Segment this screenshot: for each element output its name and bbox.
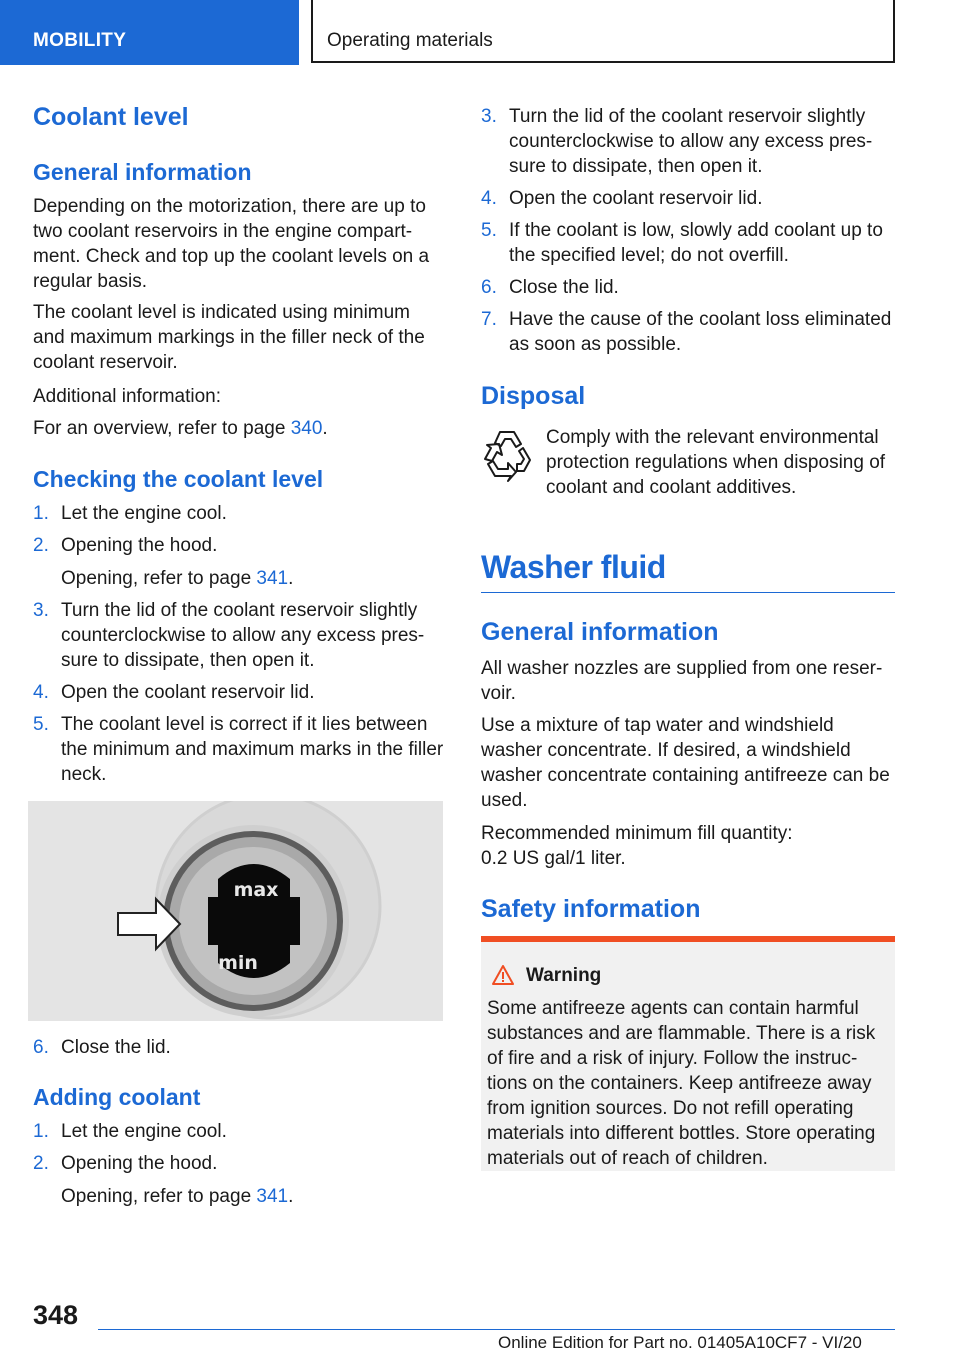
- step-number: 2.: [33, 535, 49, 556]
- overview-suffix: .: [322, 418, 328, 439]
- list-item: [33, 1119, 445, 1144]
- section-tab: [0, 0, 299, 65]
- list-item: [481, 275, 895, 300]
- recycling-icon: [481, 426, 533, 484]
- step-reference: [33, 566, 445, 591]
- step-text: Have the cause of the coolant loss eliminated as soon as possible.: [509, 309, 892, 355]
- step-number: 7.: [481, 309, 497, 330]
- list-item: [33, 501, 445, 526]
- title-divider: [481, 592, 895, 593]
- add-steps-list-cont: [481, 104, 895, 357]
- list-item: [33, 680, 445, 705]
- step-text: If the coolant is low, slowly add coolant up to the specified level; do not overfill.: [509, 220, 883, 266]
- step-reference: [33, 1184, 445, 1209]
- overview-page-link[interactable]: 340: [290, 418, 323, 439]
- list-item: [481, 307, 895, 357]
- list-item: [33, 712, 445, 787]
- safety-heading: Safety information: [481, 895, 701, 923]
- step-text: Close the lid.: [509, 277, 619, 298]
- step-number: 4.: [481, 188, 497, 209]
- page-number: 348: [33, 1300, 79, 1330]
- list-item: [33, 1035, 445, 1060]
- list-item: [33, 598, 445, 673]
- coolant-level-title: Coolant level: [33, 103, 189, 131]
- warning-text: Some antifreeze agents can contain harmful substances and are flammable. There is a risk of fire and a risk of injury. Follow the instruc-tions on the containers. Keep antifreeze away from ignition sources. Do not refill operating materials into different bottles. Store operating materials out of reach of children.: [487, 998, 876, 1169]
- overview-reference: [33, 416, 445, 441]
- check-steps-list: [33, 501, 445, 787]
- disposal-heading: Disposal: [481, 382, 586, 410]
- step-text: The coolant level is correct if it lies between the minimum and maximum marks in the filler neck.: [61, 714, 444, 785]
- general-paragraph-2: The coolant level is indicated using minimum and maximum markings in the filler neck of the coolant reservoir.: [33, 302, 425, 373]
- step-number: 6.: [481, 277, 497, 298]
- step-number: 2.: [33, 1153, 49, 1174]
- step-number: 5.: [481, 220, 497, 241]
- chapter-header: [311, 0, 895, 63]
- general-paragraph-1: Depending on the motorization, there are up to two coolant reservoirs in the engine compart-ment. Check and top up the coolant levels on a regular basis.: [33, 196, 430, 292]
- adding-heading: Adding coolant: [33, 1084, 201, 1110]
- open-ref-prefix: Opening, refer to page: [61, 1186, 257, 1207]
- step-text: Opening the hood.: [61, 1153, 218, 1174]
- open-ref-suffix: .: [288, 1186, 294, 1207]
- washer-paragraph-1: All washer nozzles are supplied from one reser-voir.: [481, 658, 883, 704]
- step-text: Let the engine cool.: [61, 503, 227, 524]
- add-steps-list: [33, 1119, 445, 1209]
- warning-title: Warning: [526, 965, 602, 986]
- step-number: 5.: [33, 714, 49, 735]
- washer-general-heading: General information: [481, 618, 719, 646]
- step-text: Turn the lid of the coolant reservoir slightly counterclockwise to allow any excess pres-sure to dissipate, then open it.: [61, 600, 425, 671]
- edition-label: Online Edition for Part no. 01405A10CF7 - VI/20: [498, 1333, 862, 1352]
- step-number: 3.: [33, 600, 49, 621]
- min-mark-label: min: [218, 952, 258, 974]
- chapter-label: Operating materials: [327, 30, 493, 51]
- open-ref-prefix: Opening, refer to page: [61, 568, 257, 589]
- list-item: [481, 186, 895, 211]
- washer-fluid-title: Washer fluid: [481, 549, 666, 585]
- step-text: Turn the lid of the coolant reservoir slightly counterclockwise to allow any excess pres-sure to dissipate, then open it.: [509, 106, 873, 177]
- overview-prefix: For an overview, refer to page: [33, 418, 291, 439]
- general-info-heading: General information: [33, 159, 252, 185]
- step-text: Opening the hood.: [61, 535, 218, 556]
- step-number: 3.: [481, 106, 497, 127]
- washer-fill-quantity-label: Recommended minimum fill quantity:: [481, 823, 793, 844]
- washer-fill-quantity-value: 0.2 US gal/1 liter.: [481, 848, 626, 869]
- warning-bar: [481, 936, 895, 942]
- filler-neck-illustration: [28, 801, 443, 1021]
- check-steps-list-cont: [33, 1035, 445, 1060]
- disposal-text: Comply with the relevant environmental protection regulations when disposing of coolant and coolant additives.: [546, 427, 886, 498]
- step-number: 4.: [33, 682, 49, 703]
- list-item: [33, 1151, 445, 1176]
- open-ref-page-link[interactable]: 341: [256, 1186, 289, 1207]
- warning-box: [481, 936, 895, 1171]
- washer-paragraph-2: Use a mixture of tap water and windshield washer concentrate. If desired, a windshield washer concentrate containing antifreeze can be used.: [481, 715, 890, 811]
- section-label: MOBILITY: [33, 30, 127, 51]
- coolant-filler-neck-image: [28, 801, 443, 1021]
- step-text: Open the coolant reservoir lid.: [509, 188, 763, 209]
- footer-divider: [98, 1329, 895, 1330]
- checking-heading: Checking the coolant level: [33, 466, 324, 492]
- open-ref-suffix: .: [288, 568, 294, 589]
- step-text: Let the engine cool.: [61, 1121, 227, 1142]
- list-item: [481, 104, 895, 179]
- step-text: Close the lid.: [61, 1037, 171, 1058]
- step-number: 1.: [33, 1121, 49, 1142]
- step-number: 6.: [33, 1037, 49, 1058]
- open-ref-page-link[interactable]: 341: [256, 568, 289, 589]
- step-text: Open the coolant reservoir lid.: [61, 682, 315, 703]
- list-item: [33, 533, 445, 558]
- list-item: [481, 218, 895, 268]
- additional-info-label: Additional information:: [33, 386, 221, 407]
- step-number: 1.: [33, 503, 49, 524]
- max-mark-label: max: [233, 879, 279, 901]
- warning-triangle-icon: [491, 964, 515, 986]
